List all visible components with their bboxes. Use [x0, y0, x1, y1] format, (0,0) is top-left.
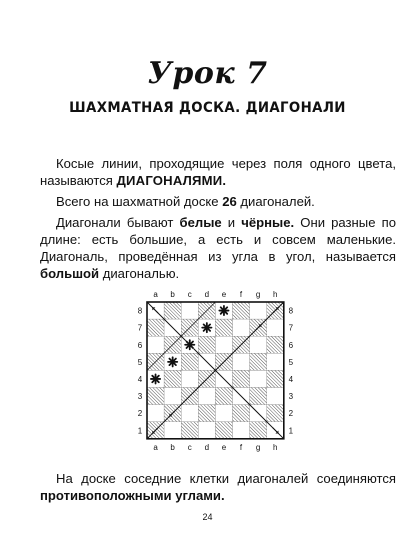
- rank-label-left: 8: [137, 306, 143, 316]
- lesson-subtitle: ШАХМАТНАЯ ДОСКА. ДИАГОНАЛИ: [69, 100, 346, 116]
- file-label-top: d: [204, 290, 210, 299]
- square-g6: [250, 336, 267, 353]
- paragraph-adjacent-squares: [40, 470, 396, 504]
- square-f2: [233, 405, 250, 422]
- square-h6: [267, 336, 284, 353]
- term-opposite-corners: противоположными углами.: [40, 488, 225, 503]
- square-d3: [198, 388, 215, 405]
- rank-label-right: 4: [288, 374, 294, 384]
- rank-label-left: 5: [137, 357, 143, 367]
- term-diagonals: ДИАГОНАЛЯМИ.: [116, 173, 227, 188]
- term-black: чёрные.: [241, 215, 295, 230]
- square-b8: [164, 302, 181, 319]
- rank-label-left: 2: [137, 409, 143, 419]
- square-c2: [181, 405, 198, 422]
- rank-label-right: 6: [288, 340, 294, 350]
- text-run: диагоналей.: [236, 194, 315, 209]
- square-d1: [198, 422, 215, 439]
- file-label-bottom: a: [153, 442, 158, 452]
- file-label-bottom: h: [273, 442, 278, 452]
- square-d6: [198, 336, 215, 353]
- chessboard-svg: [128, 285, 302, 461]
- square-f8: [233, 302, 250, 319]
- file-label-top: e: [221, 290, 227, 299]
- rank-label-right: 7: [288, 323, 294, 333]
- file-label-top: c: [187, 290, 192, 299]
- file-label-bottom: g: [255, 442, 261, 452]
- file-label-bottom: f: [239, 442, 243, 452]
- star-b5: [168, 357, 177, 366]
- rank-label-left: 7: [137, 323, 143, 333]
- square-c1: [181, 422, 198, 439]
- star-core: [171, 360, 175, 364]
- square-h2: [267, 405, 284, 422]
- rank-label-right: 3: [288, 392, 294, 402]
- file-label-bottom: b: [170, 442, 175, 452]
- square-c4: [181, 370, 198, 387]
- square-h5: [267, 353, 284, 370]
- rank-label-left: 3: [137, 392, 143, 402]
- square-g8: [250, 302, 267, 319]
- text-run: и: [221, 215, 242, 230]
- square-f7: [233, 319, 250, 336]
- file-label-top: f: [239, 290, 243, 299]
- square-g3: [250, 388, 267, 405]
- text-run: Они разные по длине: есть большие, а есть и совсем маленькие. Диагональ, проведённая из угла в угол, называется: [40, 215, 396, 264]
- text-run: диагональю.: [99, 266, 180, 281]
- square-c5: [181, 353, 198, 370]
- star-core: [205, 326, 209, 330]
- term-white: белые: [179, 215, 222, 230]
- square-a2: [147, 405, 164, 422]
- square-e7: [215, 319, 232, 336]
- star-c6: [185, 340, 194, 349]
- star-core: [222, 309, 226, 313]
- paragraph-diagonal-count: [40, 193, 396, 210]
- star-core: [154, 377, 158, 381]
- square-f5: [233, 353, 250, 370]
- star-d7: [202, 323, 211, 332]
- term-big: большой: [40, 266, 100, 281]
- square-b1: [164, 422, 181, 439]
- paragraph-diagonal-types: [40, 214, 396, 282]
- chessboard-diagram: [128, 285, 302, 461]
- square-a7: [147, 319, 164, 336]
- square-h7: [267, 319, 284, 336]
- square-e2: [215, 405, 232, 422]
- rank-label-left: 6: [137, 340, 143, 350]
- file-label-top: a: [153, 290, 158, 299]
- square-f4: [233, 370, 250, 387]
- file-label-bottom: d: [204, 442, 210, 452]
- file-label-top: b: [170, 290, 175, 299]
- page-number: 24: [202, 512, 213, 522]
- star-core: [188, 343, 192, 347]
- star-a4: [151, 374, 160, 383]
- square-b4: [164, 370, 181, 387]
- file-label-bottom: e: [221, 442, 227, 452]
- rank-label-right: 5: [288, 357, 294, 367]
- square-a6: [147, 336, 164, 353]
- square-c8: [181, 302, 198, 319]
- rank-label-left: 4: [137, 374, 143, 384]
- square-e3: [215, 388, 232, 405]
- square-e1: [215, 422, 232, 439]
- square-a3: [147, 388, 164, 405]
- star-e8: [219, 306, 228, 315]
- square-h4: [267, 370, 284, 387]
- text-run: Диагонали бывают: [56, 215, 180, 230]
- file-label-bottom: c: [187, 442, 192, 452]
- file-label-top: g: [255, 290, 261, 299]
- square-f1: [233, 422, 250, 439]
- square-e6: [215, 336, 232, 353]
- square-d2: [198, 405, 215, 422]
- rank-label-left: 1: [137, 426, 143, 436]
- diagonal-count: 26: [222, 194, 237, 209]
- text-run: На доске соседние клетки диагоналей соединяются: [56, 471, 396, 486]
- text-run: Косые линии, проходящие через поля одного цвета, называются: [40, 156, 396, 188]
- rank-label-right: 2: [288, 409, 294, 419]
- text-run: Всего на шахматной доске: [56, 194, 223, 209]
- square-b3: [164, 388, 181, 405]
- rank-label-right: 8: [288, 306, 294, 316]
- square-g5: [250, 353, 267, 370]
- square-g4: [250, 370, 267, 387]
- file-label-top: h: [273, 290, 278, 299]
- rank-label-right: 1: [288, 426, 294, 436]
- square-h3: [267, 388, 284, 405]
- paragraph-diagonal-definition: [40, 155, 396, 189]
- square-g1: [250, 422, 267, 439]
- lesson-title: Урок 7: [147, 56, 268, 91]
